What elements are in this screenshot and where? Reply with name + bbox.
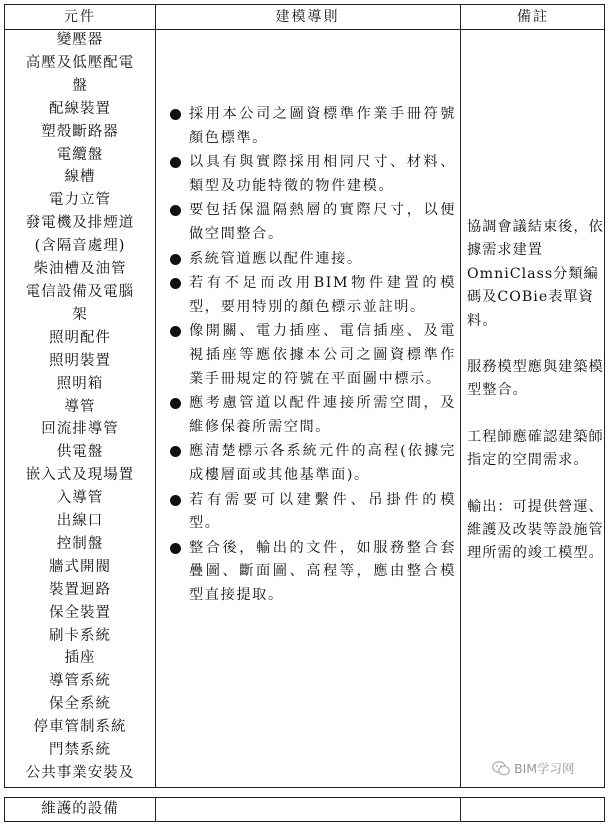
component-item: 照明配件	[49, 329, 111, 346]
component-item: 線槽	[64, 169, 96, 186]
component-list	[5, 29, 155, 785]
column-divider	[460, 5, 461, 787]
rule-item	[155, 537, 460, 608]
component-item: 電纜盤	[56, 146, 104, 163]
component-item: 嵌入式及現場置	[25, 467, 135, 484]
rule-item	[155, 392, 460, 439]
remarks	[467, 216, 604, 589]
rule-text: 系統管道應以配件連接。	[189, 250, 363, 267]
header-modeling-guidelines: 建模導則	[275, 9, 340, 25]
rule-item	[155, 199, 460, 246]
component-item: 保全系統	[49, 696, 111, 713]
bullet-icon	[170, 495, 181, 506]
bullet-icon	[170, 278, 181, 289]
component-item: 盤	[72, 77, 88, 94]
wechat-icon	[492, 761, 510, 776]
header-remarks: 備註	[517, 9, 549, 25]
component-item: 保全裝置	[49, 604, 111, 621]
remark-paragraph: 工程師應確認建築師指定的空間需求。	[467, 428, 604, 469]
component-item: 門禁系統	[49, 742, 111, 759]
component-item: 插座	[64, 650, 96, 667]
bullet-icon	[170, 157, 181, 168]
rule-text: 以具有與實際採用相同尺寸、材料、類型及功能特徵的物件建模。	[189, 154, 456, 194]
rule-item	[155, 151, 460, 198]
component-item: 入導管	[56, 490, 104, 507]
rule-text: 採用本公司之圖資標準作業手冊符號顏色標準。	[189, 106, 456, 146]
column-divider	[460, 798, 461, 821]
bullet-icon	[170, 109, 181, 120]
component-item: 牆式開閥	[49, 558, 111, 575]
maintained-equipment-label: 維護的設備	[41, 801, 119, 817]
bullet-icon	[170, 326, 181, 337]
watermark-text: BIM学习网	[514, 761, 575, 776]
rule-text: 若有需要可以建繫件、吊掛件的模型。	[189, 491, 456, 532]
rule-item	[155, 489, 460, 536]
main-table	[4, 4, 605, 788]
rule-text: 像開關、電力插座、電信插座、及電視插座等應依據本公司之圖資標準作業手冊規定的符號在平面圖中標示。	[189, 323, 456, 387]
component-item: 控制盤	[56, 535, 104, 552]
component-item: 變壓器	[56, 32, 104, 48]
component-item: 架	[72, 306, 88, 323]
component-item: 裝置迴路	[49, 581, 111, 598]
rule-text: 應清楚標示各系統元件的高程(依據完成樓層面或其他基準面)。	[189, 443, 456, 483]
component-item: 配線裝置	[49, 100, 111, 117]
component-item: 刷卡系統	[49, 627, 111, 644]
bullet-icon	[170, 205, 181, 216]
header-component: 元件	[64, 9, 96, 25]
component-item: 照明箱	[56, 375, 104, 392]
component-item: (含隔音處理)	[34, 238, 126, 255]
component-item: 高壓及低壓配電	[25, 54, 135, 71]
component-item: 回流排導管	[41, 421, 119, 438]
component-item: 停車管制系統	[33, 719, 127, 736]
bullet-icon	[170, 543, 181, 554]
component-item: 塑殼斷路器	[41, 123, 119, 140]
component-item: 發電機及排煙道	[25, 215, 135, 232]
rule-item	[155, 440, 460, 487]
modeling-rules	[155, 103, 460, 608]
component-item: 電信設備及電腦	[25, 283, 135, 300]
rule-item	[155, 320, 460, 391]
remark-paragraph: 協調會議結束後，依據需求建置OmniClass分類編碼及COBie表單資料。	[467, 219, 604, 329]
component-item: 柴油槽及油管	[33, 261, 127, 278]
rule-text: 應考慮管道以配件連接所需空間，及維修保養所需空間。	[189, 395, 456, 435]
component-item: 供電盤	[56, 444, 104, 461]
column-divider	[155, 798, 156, 821]
rule-text: 若有不足而改用BIM物件建置的模型，要用特別的顏色標示並註明。	[189, 275, 456, 315]
bullet-icon	[170, 446, 181, 457]
component-item: 電力立管	[49, 192, 111, 209]
rule-item	[155, 248, 460, 272]
bullet-icon	[170, 254, 181, 265]
rule-item	[155, 272, 460, 319]
remark-paragraph: 服務模型應與建築模型整合。	[467, 359, 604, 399]
bottom-table	[4, 797, 605, 822]
remark-paragraph: 輸出：可提供營運、維護及改裝等設施管理所需的竣工模型。	[467, 498, 604, 562]
component-item: 出線口	[56, 513, 104, 530]
component-item: 照明裝置	[49, 352, 111, 369]
watermark	[492, 758, 575, 778]
rule-text: 要包括保溫隔熱層的實際尺寸，以便做空間整合。	[189, 202, 456, 242]
component-item: 公共事業安裝及	[25, 765, 135, 781]
component-item: 導管系統	[49, 673, 111, 690]
rule-text: 整合後，輸出的文件，如服務整合套疊圖、斷面圖、高程等，應由整合模型直接提取。	[189, 539, 456, 603]
rule-item	[155, 103, 460, 150]
bullet-icon	[170, 398, 181, 409]
component-item: 導管	[64, 398, 96, 415]
